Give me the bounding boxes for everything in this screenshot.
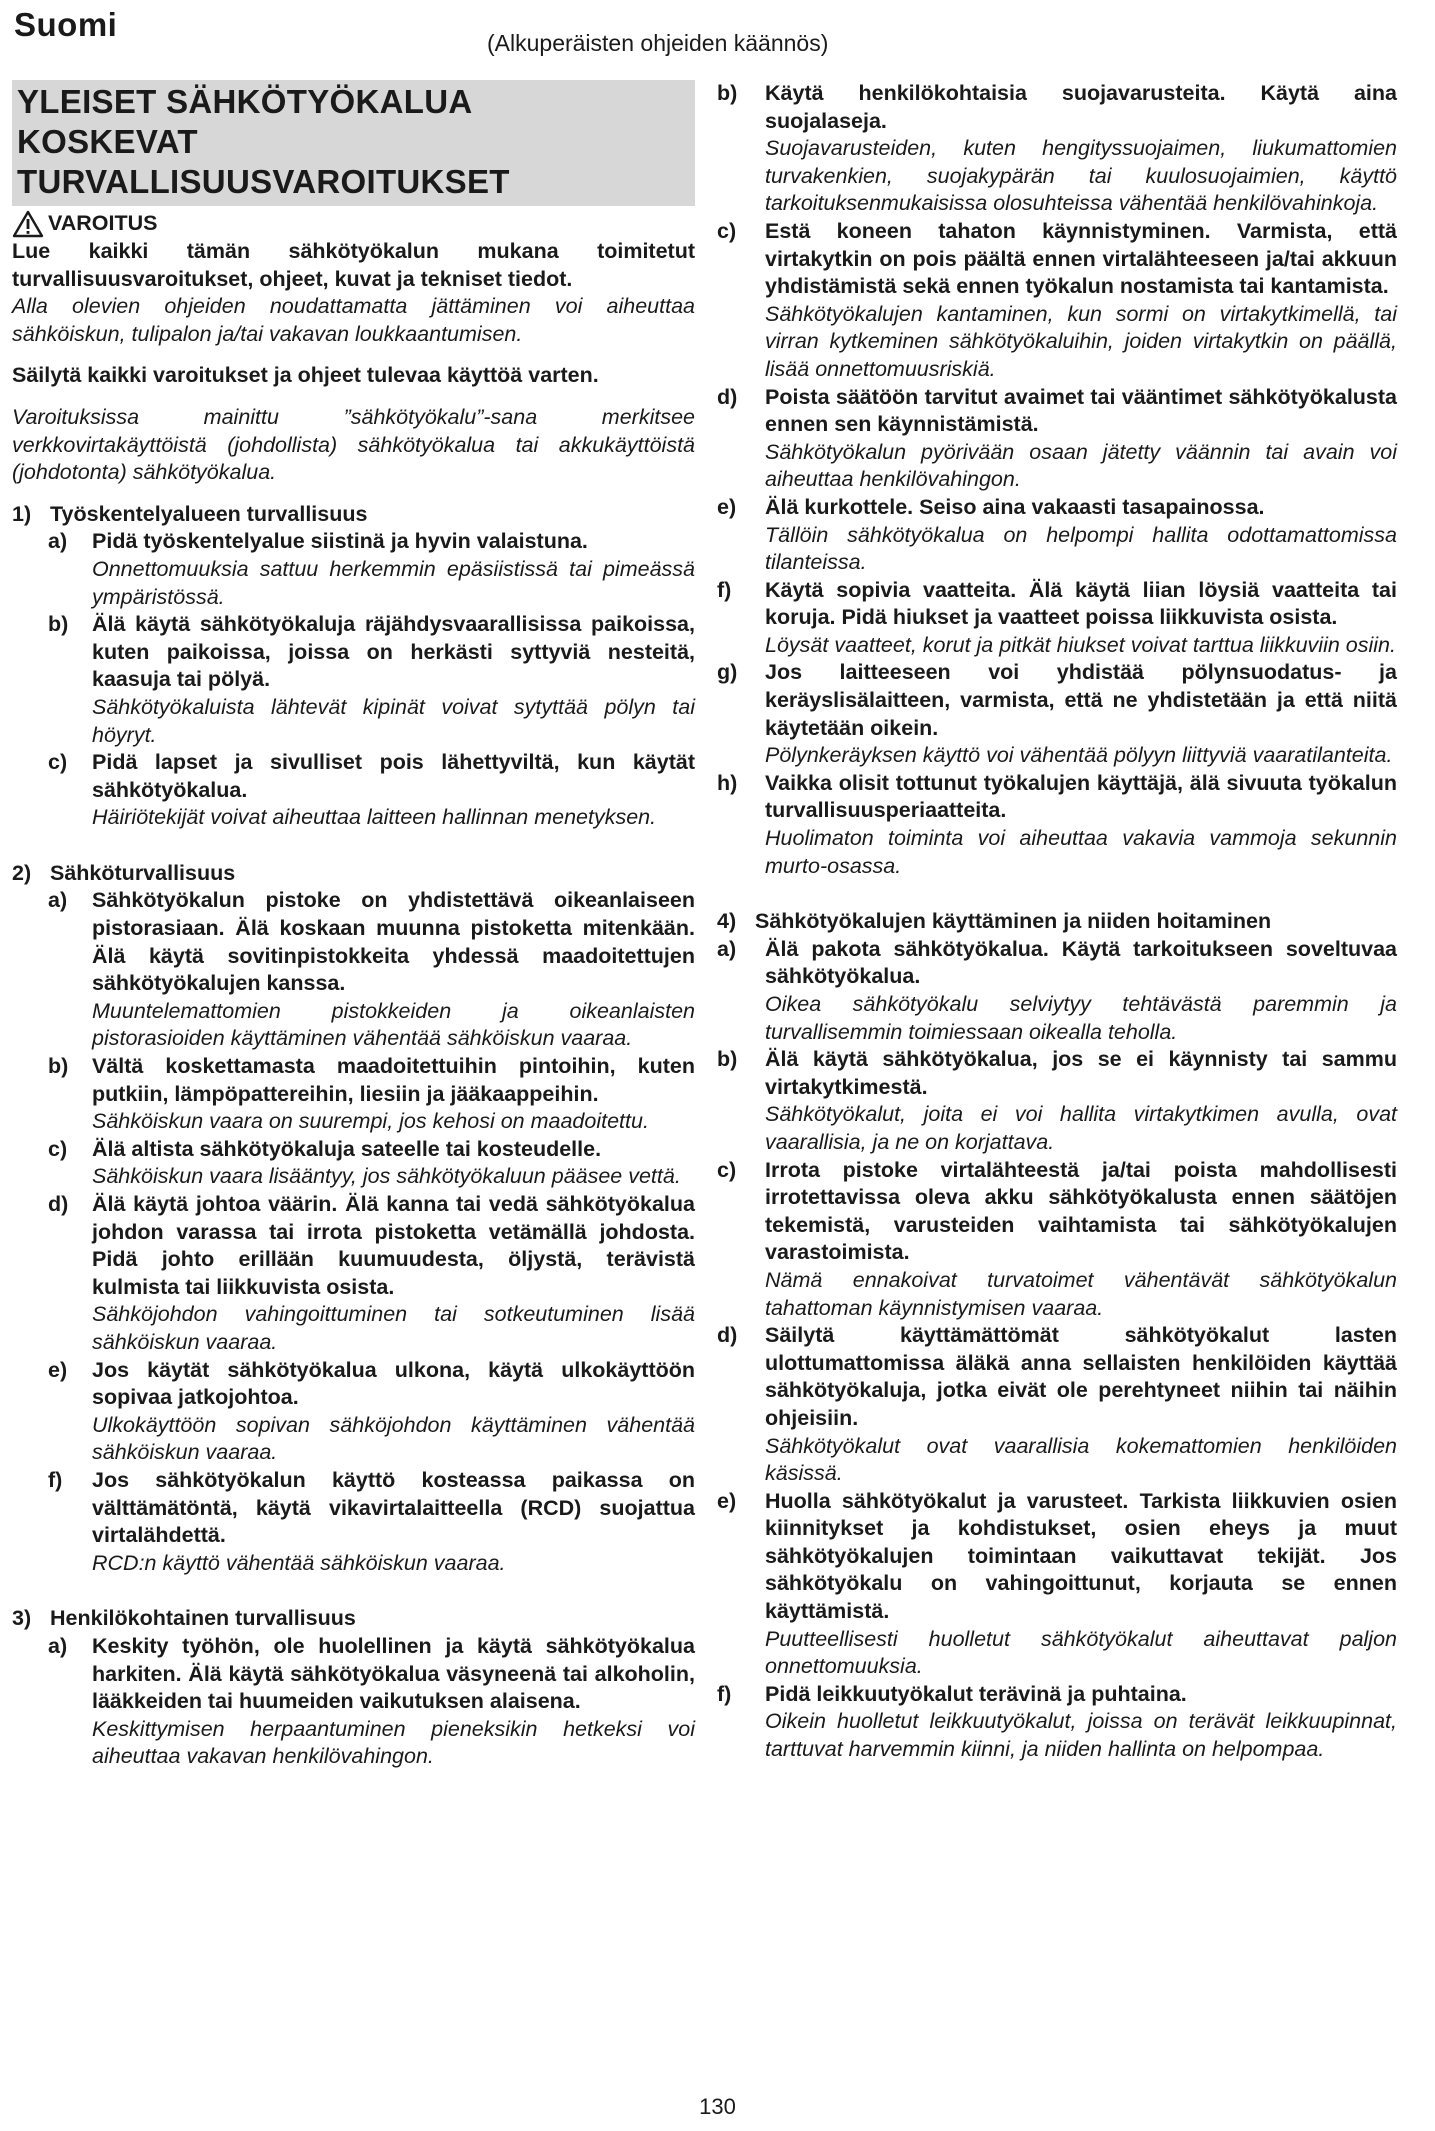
section-title: Sähköturvallisuus: [50, 860, 236, 885]
item-label: a): [48, 529, 68, 554]
item-label: c): [717, 218, 737, 243]
list-item: [12, 611, 695, 749]
list-item: [12, 1053, 695, 1136]
item-text: Sähkötyökalun pistoke on yhdistettävä oikeanlaiseen pistorasiaan. Älä koskaan muunna pistoketta mitenkään. Älä käytä sovitinpistokkeita yhdessä maadoitettujen sähkötyökalujen kanssa.: [92, 888, 695, 996]
title-box: [12, 80, 695, 206]
item-description: Nämä ennakoivat turvatoimet vähentävät sähkötyökalun tahattoman käynnistymisen vaaraa.: [765, 1267, 1397, 1320]
item-label: e): [717, 1488, 737, 1513]
item-text: Älä käytä johtoa väärin. Älä kanna tai vedä sähkötyökalua johdon varassa tai irrota pistoketta vetämällä johdosta. Pidä johto erillään kuumuudesta, öljystä, terävistä kulmista tai liikkuvista osista.: [92, 1192, 695, 1299]
item-label: b): [717, 81, 738, 105]
item-text: Jos laitteeseen voi yhdistää pölynsuodatus- ja keräyslisälaitteen, varmista, että ne yhdistetään ja että niitä käytetään oikein.: [765, 660, 1397, 740]
item-text: Pidä työskentelyalue siistinä ja hyvin valaistuna.: [92, 529, 588, 554]
section-title: Henkilökohtainen turvallisuus: [50, 1606, 356, 1631]
list-item: [12, 749, 695, 832]
item-text: Keskity työhön, ole huolellinen ja käytä sähkötyökalua harkiten. Älä käytä sähkötyökalua väsyneenä tai alkoholin, lääkkeiden tai huumeiden vaikutuksen alaisena.: [92, 1633, 695, 1714]
list-item: [717, 1157, 1397, 1323]
item-text: Säilytä käyttämättömät sähkötyökalut lasten ulottumattomissa äläkä anna sellaisten henkilöiden käyttää sähkötyökaluja, jotka eivät ole perehtyneet niihin tai näihin ohjeisiin.: [765, 1323, 1397, 1430]
item-description: Sähkötyökalut, joita ei voi hallita virtakytkimen avulla, ovat vaarallisia, ja ne on korjattava.: [765, 1102, 1397, 1154]
warning-consequence: Alla olevien ohjeiden noudattamatta jättäminen voi aiheuttaa sähköiskun, tulipalon ja/tai vakavan loukkaantumisen.: [12, 294, 695, 346]
section-number: 4): [717, 909, 737, 934]
item-description: Sähkötyökalun pyörivään osaan jätetty väännin tai avain voi aiheuttaa henkilövahingon.: [765, 439, 1397, 492]
item-label: d): [717, 384, 738, 409]
item-description: Oikein huolletut leikkuutyökalut, joissa on terävät leikkuupinnat, tarttuvat harvemmin kiinni, ja niiden hallinta on helpompaa.: [765, 1709, 1397, 1762]
item-label: a): [48, 1633, 68, 1658]
item-label: b): [717, 1047, 738, 1072]
item-description: Sähköiskun vaara lisääntyy, jos sähkötyökaluun pääsee vettä.: [92, 1164, 681, 1189]
item-text: Älä kurkottele. Seiso aina vakaasti tasapainossa.: [765, 494, 1265, 519]
item-text: Vaikka olisit tottunut työkalujen käyttäjä, älä sivuuta työkalun turvallisuusperiaatteita.: [765, 770, 1397, 823]
list-item: [717, 577, 1397, 660]
item-text: Käytä sopivia vaatteita. Älä käytä liian löysiä vaatteita tai koruja. Pidä hiukset ja vaatteet poissa liikkuvista osista.: [765, 577, 1397, 630]
item-description: Huolimaton toiminta voi aiheuttaa vakavia vammoja sekunnin murto-osassa.: [765, 826, 1397, 878]
item-text: Estä koneen tahaton käynnistyminen. Varmista, että virtakytkin on pois päältä ennen virtalähteeseen ja/tai akkuun yhdistämistä sekä ennen työkalun nostamista tai kantamista.: [765, 218, 1397, 299]
list-item: [717, 936, 1397, 1046]
section-heading: [717, 908, 1397, 936]
warning-triangle-icon: [12, 210, 44, 238]
item-description: Tällöin sähkötyökalua on helpompi hallita odottamattomissa tilanteissa.: [765, 522, 1397, 575]
item-label: f): [717, 577, 732, 602]
title-line: KOSKEVAT: [17, 123, 198, 160]
list-item: [717, 1046, 1397, 1156]
item-text: Poista säätöön tarvitut avaimet tai vääntimet sähkötyökalusta ennen sen käynnistämistä.: [765, 384, 1397, 437]
item-description: Ulkokäyttöön sopivan sähköjohdon käyttäminen vähentää sähköiskun vaaraa.: [92, 1412, 695, 1465]
item-text: Vältä koskettamasta maadoitettuihin pintoihin, kuten putkiin, lämpöpattereihin, liesiin ja jääkaappeihin.: [92, 1054, 695, 1106]
item-text: Irrota pistoke virtalähteestä ja/tai poista mahdollisesti irrotettavissa oleva akku sähkötyökalusta ennen säätöjen tekemistä, varusteiden vaihtamista tai sähkötyökalujen varastoimista.: [765, 1157, 1397, 1265]
list-item: [717, 80, 1397, 218]
item-text: Huolla sähkötyökalut ja varusteet. Tarkista liikkuvien osien kiinnitykset ja kohdistukset, osien eheys ja muut sähkötyökalujen toimintaan vaikuttavat tekijät. Jos sähkötyökalu on vahingoittunut, korjauta se ennen käyttämistä.: [765, 1488, 1397, 1624]
section-number: 3): [12, 1606, 32, 1631]
item-label: d): [717, 1323, 738, 1348]
item-label: b): [48, 1054, 69, 1079]
translation-note: (Alkuperäisten ohjeiden käännös): [487, 30, 829, 56]
section-title: Sähkötyökalujen käyttäminen ja niiden hoitaminen: [755, 909, 1272, 934]
section-heading: [12, 1605, 695, 1633]
item-text: Jos käytät sähkötyökalua ulkona, käytä ulkokäyttöön sopivaa jatkojohtoa.: [92, 1357, 695, 1410]
list-item: [12, 1357, 695, 1467]
list-item: [717, 770, 1397, 880]
item-text: Jos sähkötyökalun käyttö kosteassa paikassa on välttämätöntä, käytä vikavirtalaitteella (RCD) suojattua virtalähdettä.: [92, 1467, 695, 1548]
language-label: Suomi: [14, 6, 118, 43]
item-description: Löysät vaatteet, korut ja pitkät hiukset voivat tarttua liikkuviin osiin.: [765, 632, 1396, 657]
item-label: c): [48, 750, 68, 775]
item-label: a): [717, 936, 737, 961]
page-number: 130: [699, 2094, 736, 2119]
list-item: [12, 528, 695, 611]
list-item: [12, 1467, 695, 1577]
title-line: YLEISET SÄHKÖTYÖKALUA: [17, 83, 473, 120]
item-text: Älä käytä sähkötyökalua, jos se ei käynnisty tai sammu virtakytkimestä.: [765, 1047, 1397, 1099]
item-description: Sähköiskun vaara on suurempi, jos kehosi on maadoitettu.: [92, 1109, 649, 1134]
item-label: f): [48, 1467, 63, 1492]
list-item: [12, 1633, 695, 1771]
item-description: Häiriötekijät voivat aiheuttaa laitteen hallinnan menetyksen.: [92, 805, 657, 830]
item-description: RCD:n käyttö vähentää sähköiskun vaaraa.: [92, 1550, 506, 1575]
item-description: Sähkötyökaluista lähtevät kipinät voivat sytyttää pölyn tai höyryt.: [92, 694, 695, 747]
section-number: 2): [12, 860, 32, 885]
section-heading: [12, 501, 695, 529]
item-label: c): [717, 1157, 737, 1182]
item-text: Pidä leikkuutyökalut terävinä ja puhtaina.: [765, 1681, 1187, 1706]
list-item: [717, 659, 1397, 769]
warning-heading: [12, 210, 695, 238]
title-line: TURVALLISUUSVAROITUKSET: [17, 163, 510, 200]
list-item: [717, 1681, 1397, 1764]
item-description: Onnettomuuksia sattuu herkemmin epäsiistissä tai pimeässä ympäristössä.: [92, 556, 695, 609]
warning-label: VAROITUS: [48, 211, 158, 236]
item-description: Keskittymisen herpaantuminen pieneksikin hetkeksi voi aiheuttaa vakavan henkilövahingon.: [92, 1716, 695, 1769]
list-item: [717, 1488, 1397, 1681]
warning-lead: Lue kaikki tämän sähkötyökalun mukana toimitetut turvallisuusvaroitukset, ohjeet, kuvat ja tekniset tiedot.: [12, 239, 695, 291]
list-item: [717, 384, 1397, 494]
item-text: Älä pakota sähkötyökalua. Käytä tarkoitukseen soveltuvaa sähkötyökalua.: [765, 936, 1397, 989]
list-item: [12, 887, 695, 1053]
keep-instructions: Säilytä kaikki varoitukset ja ohjeet tulevaa käyttöä varten.: [12, 363, 599, 388]
item-label: c): [48, 1136, 68, 1161]
section-title: Työskentelyalueen turvallisuus: [50, 501, 368, 526]
item-label: b): [48, 612, 69, 637]
item-label: d): [48, 1192, 69, 1216]
list-item: [717, 494, 1397, 577]
list-item: [717, 218, 1397, 384]
list-item: [12, 1136, 695, 1191]
item-text: Pidä lapset ja sivulliset pois lähettyviltä, kun käytät sähkötyökalua.: [92, 750, 695, 802]
item-label: h): [717, 770, 738, 795]
item-description: Oikea sähkötyökalu selviytyy tehtävästä paremmin ja turvallisemmin toimiessaan oikealla teholla.: [765, 992, 1397, 1044]
right-column: [717, 80, 1397, 1764]
item-description: Sähkötyökalujen kantaminen, kun sormi on virtakytkimellä, tai virran kytkeminen sähkötyökaluihin, joiden virtakytkin on päällä, lisää onnettomuusriskiä.: [765, 301, 1397, 381]
item-description: Suojavarusteiden, kuten hengityssuojaimen, liukumattomien turvakenkien, suojakypärän tai kuulosuojaimien, käyttö tarkoituksenmukaisissa olosuhteissa vähentää henkilövahinkoja.: [765, 136, 1397, 216]
item-label: f): [717, 1681, 732, 1706]
item-text: Älä käytä sähkötyökaluja räjähdysvaarallisissa paikoissa, kuten paikoissa, joissa on herkästi syttyviä nesteitä, kaasuja tai pölyä.: [92, 612, 695, 692]
item-label: a): [48, 888, 68, 913]
item-description: Puutteellisesti huolletut sähkötyökalut aiheuttavat paljon onnettomuuksia.: [765, 1626, 1397, 1679]
item-label: e): [717, 494, 737, 519]
list-item: [12, 1191, 695, 1357]
left-column: [12, 80, 695, 1771]
section-number: 1): [12, 501, 32, 526]
item-text: Älä altista sähkötyökaluja sateelle tai kosteudelle.: [92, 1136, 602, 1161]
item-label: g): [717, 660, 738, 685]
item-description: Pölynkeräyksen käyttö voi vähentää pölyyn liittyviä vaaratilanteita.: [765, 743, 1393, 768]
item-label: e): [48, 1357, 68, 1382]
item-description: Sähkötyökalut ovat vaarallisia kokemattomien henkilöiden käsissä.: [765, 1433, 1397, 1486]
section-heading: [12, 860, 695, 888]
item-text: Käytä henkilökohtaisia suojavarusteita. Käytä aina suojalaseja.: [765, 81, 1397, 133]
list-item: [717, 1322, 1397, 1488]
item-description: Muuntelemattomien pistokkeiden ja oikeanlaisten pistorasioiden käyttäminen vähentää sähköiskun vaaraa.: [92, 998, 695, 1051]
power-tool-definition: Varoituksissa mainittu ”sähkötyökalu”-sana merkitsee verkkovirtakäyttöistä (johdollista) sähkötyökalua tai akkukäyttöistä (johdotonta) sähkötyökalua.: [12, 404, 695, 485]
item-description: Sähköjohdon vahingoittuminen tai sotkeutuminen lisää sähköiskun vaaraa.: [92, 1302, 695, 1354]
